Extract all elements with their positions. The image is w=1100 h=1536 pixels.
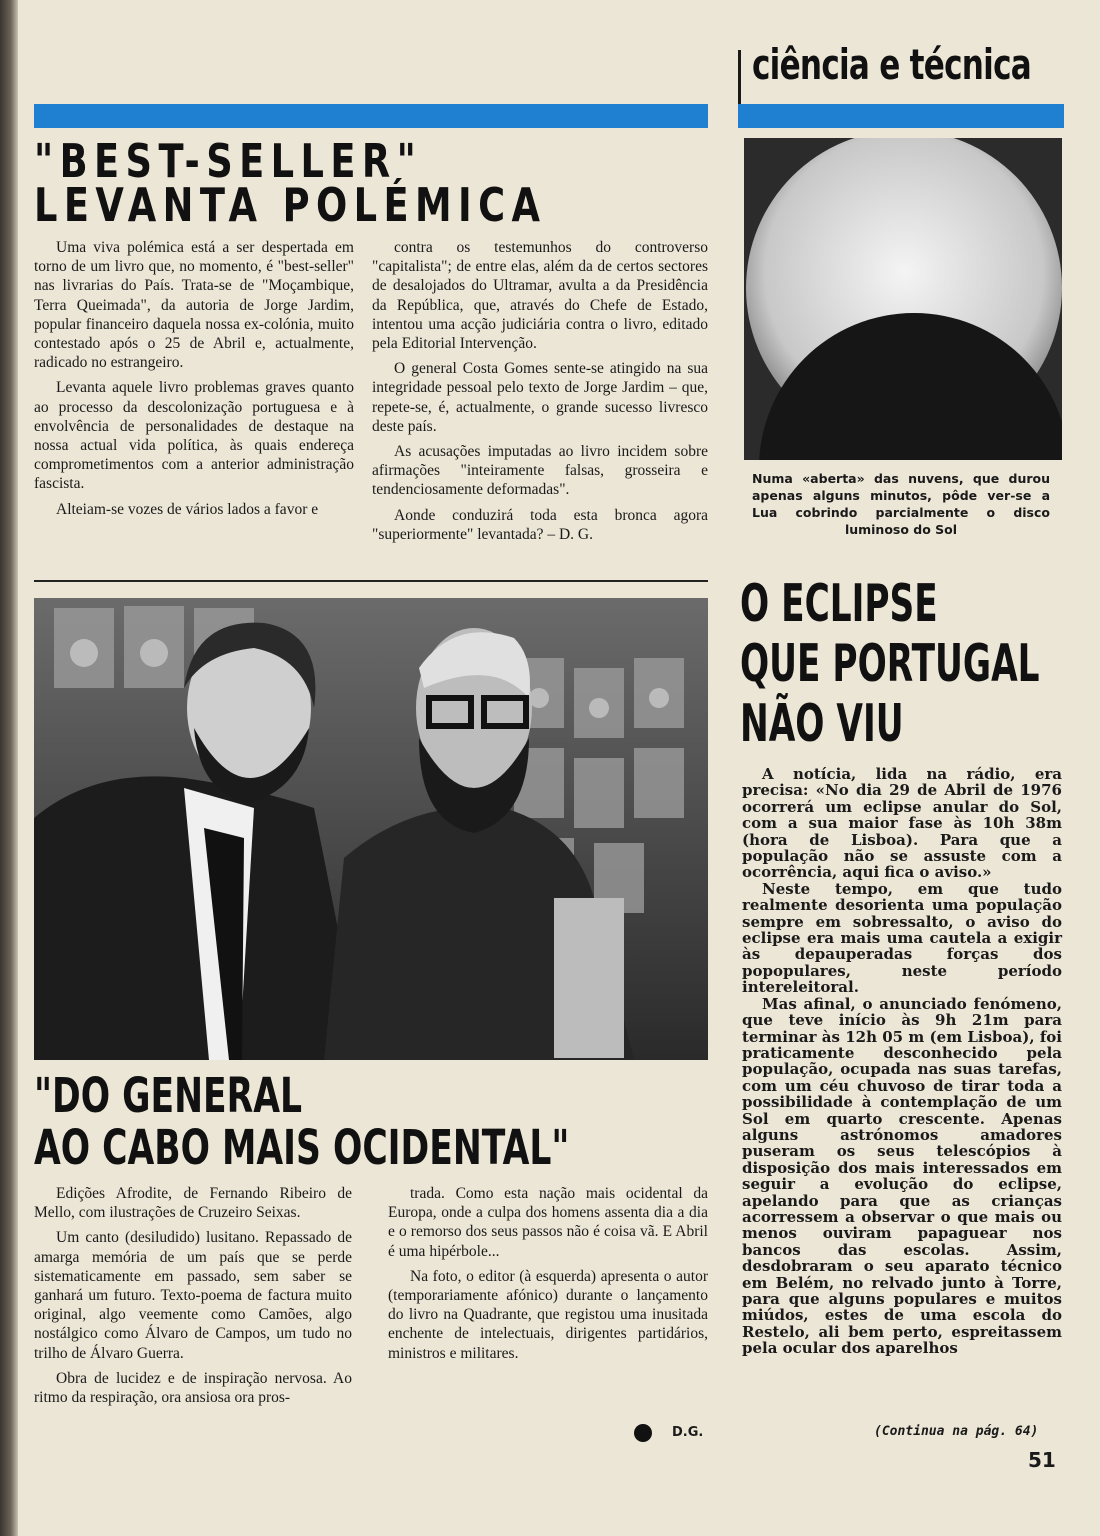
article1-column-1 [34, 238, 354, 519]
page-number: 51 [1028, 1448, 1056, 1472]
section-divider-line [738, 50, 741, 104]
eclipse-photo-graphic [744, 138, 1062, 460]
article2-col1-paragraph: Obra de lucidez e de inspiração nervosa. Ao ritmo da respiração, ora ansiosa ora pros- [34, 1369, 352, 1407]
article2-title-line1: "DO GENERAL [34, 1068, 302, 1124]
article1-col2-paragraph: contra os testemunhos do controverso "capitalista"; de entre elas, além da de certos sectores de desalojados do Ultramar, avulta a da Presidência da República, que, através do Chefe de Estado, intentou uma acção judiciária contra o livro, editado pela Editorial Intervenção. [372, 239, 708, 353]
book-launch-photo [34, 598, 708, 1060]
article2-title-line2: AO CABO MAIS OCIDENTAL" [34, 1120, 570, 1176]
article1-col1-paragraph: Alteiam-se vozes de vários lados a favor e [56, 500, 319, 518]
article3-title-line1: O ECLIPSE [740, 574, 938, 634]
article3-paragraph: Neste tempo, em que tudo realmente desorienta uma população sempre em sobressalto, o aviso do eclipse era mais uma cautela a exigir às depauperadas forças dos popopulares, neste período intereleitoral. [742, 879, 1062, 997]
article1-column-2 [372, 238, 708, 544]
article2-col1-paragraph: Edições Afrodite, de Fernando Ribeiro de Mello, com ilustrações de Cruzeiro Seixas. [34, 1185, 352, 1222]
book-launch-photo-graphic [34, 598, 708, 1060]
article2-column-2 [388, 1184, 708, 1363]
article2-signature: D.G. [672, 1425, 704, 1440]
article1-col1-paragraph: Levanta aquele livro problemas graves quanto ao processo da descolonização portuguesa e à envolvência de personalidades de destaque na nossa actual vida política, às quais endereça comprometimentos com a anterior administração fascista. [34, 379, 354, 493]
article3-continue-note: (Continua na pág. 64) [874, 1424, 1039, 1439]
article1-title-line2: LEVANTA POLÉMICA [34, 178, 547, 232]
article-separator-rule [34, 580, 708, 582]
article1-col2-paragraph: O general Costa Gomes sente-se atingido na sua integridade pessoal pelo texto de Jorge Jardim – que, repete-se, é, actualmente, o grande sucesso livresco deste país. [372, 360, 708, 435]
article3-body [742, 766, 1062, 1357]
article1-col2-paragraph: Aonde conduzirá toda esta bronca agora "superiormente" levantada? – D. G. [372, 506, 708, 543]
article2-col2-paragraph: Na foto, o editor (à esquerda) apresenta o autor (temporariamente afónico) durante o lançamento do livro na Quadrante, que registou uma inusitada enchente de intelectuais, dirigentes partidários, ministros e militares. [388, 1267, 708, 1362]
article1-col1-paragraph: Uma viva polémica está a ser despertada em torno de um livro que, no momento, é "best-seller" nas livrarias do País. Trata-se de "Moçambique, Terra Queimada", da autoria de Jorge Jardim, popular financeiro daquela nossa ex-colónia, muito contestado após o 25 de Abril e, actualmente, radicado no estrangeiro. [34, 239, 354, 372]
accent-bar-right [738, 104, 1064, 128]
article1-title-line1: "BEST-SELLER" [34, 134, 423, 188]
accent-bar-left [34, 104, 708, 128]
article3-paragraph: Mas afinal, o anunciado fenómeno, que teve início às 9h 21m para terminar às 12h 05 m (em Lisboa), foi praticamente desconhecido pela população, ocupada nas suas tarefas, com um céu chuvoso de tirar toda a possibilidade à contemplação de um Sol em quarto crescente. Apenas alguns astrónomos amadores puseram os seus telescópios à disposição dos mais interessados em seguir a evolução do eclipse, apelando para que as crianças acorressem a observar o que mais ou menos ouviram papaguear nos bancos das escolas. Assim, desdobraram o seu aparato técnico em Belém, no relvado junto à Torre, para que alguns populares e muitos miúdos, estes de uma escola do Restelo, ali bem perto, espreitassem pela ocular dos aparelhos [742, 994, 1062, 1358]
section-label: ciência e técnica [752, 40, 1032, 89]
article2-column-1 [34, 1184, 352, 1407]
article2-col1-paragraph: Um canto (desiludido) lusitano. Repassado de amarga memória de um país que se perde sistematicamente em passado, sem saber se ganhará um futuro. Texto-poema de factura muito original, algo veemente como Camões, algo nostálgico como Álvaro de Campos, um tudo no trilho de Álvaro Guerra. [34, 1229, 352, 1362]
article3-title-line3: NÃO VIU [740, 694, 904, 754]
binding-spine [0, 0, 18, 1536]
article3-title-line2: QUE PORTUGAL [740, 634, 1040, 694]
article1-col2-paragraph: As acusações imputadas ao livro incidem sobre afirmações "inteiramente falsas, grosseira e tendenciosamente deformadas". [372, 443, 708, 499]
article2-col2-paragraph: trada. Como esta nação mais ocidental da Europa, onde a culpa dos homens assenta dia a dia e o remorso dos seus passos não é coisa vã. E Abril é uma hipérbole... [388, 1185, 708, 1260]
eclipse-photo-caption: Numa «aberta» das nuvens, que durou apenas alguns minutos, pôde ver-se a Lua cobrindo parcialmente o disco luminoso do Sol [752, 471, 1050, 537]
article3-paragraph: A notícia, lida na rádio, era precisa: «No dia 29 de Abril de 1976 ocorrerá um eclipse anular do Sol, com a sua maior fase às 10h 38m (hora de Lisboa). Para que a população não se assuste com a ocorrência, aqui fica o aviso.» [742, 765, 1062, 882]
eclipse-photo [744, 138, 1062, 460]
end-mark-icon [634, 1424, 652, 1442]
